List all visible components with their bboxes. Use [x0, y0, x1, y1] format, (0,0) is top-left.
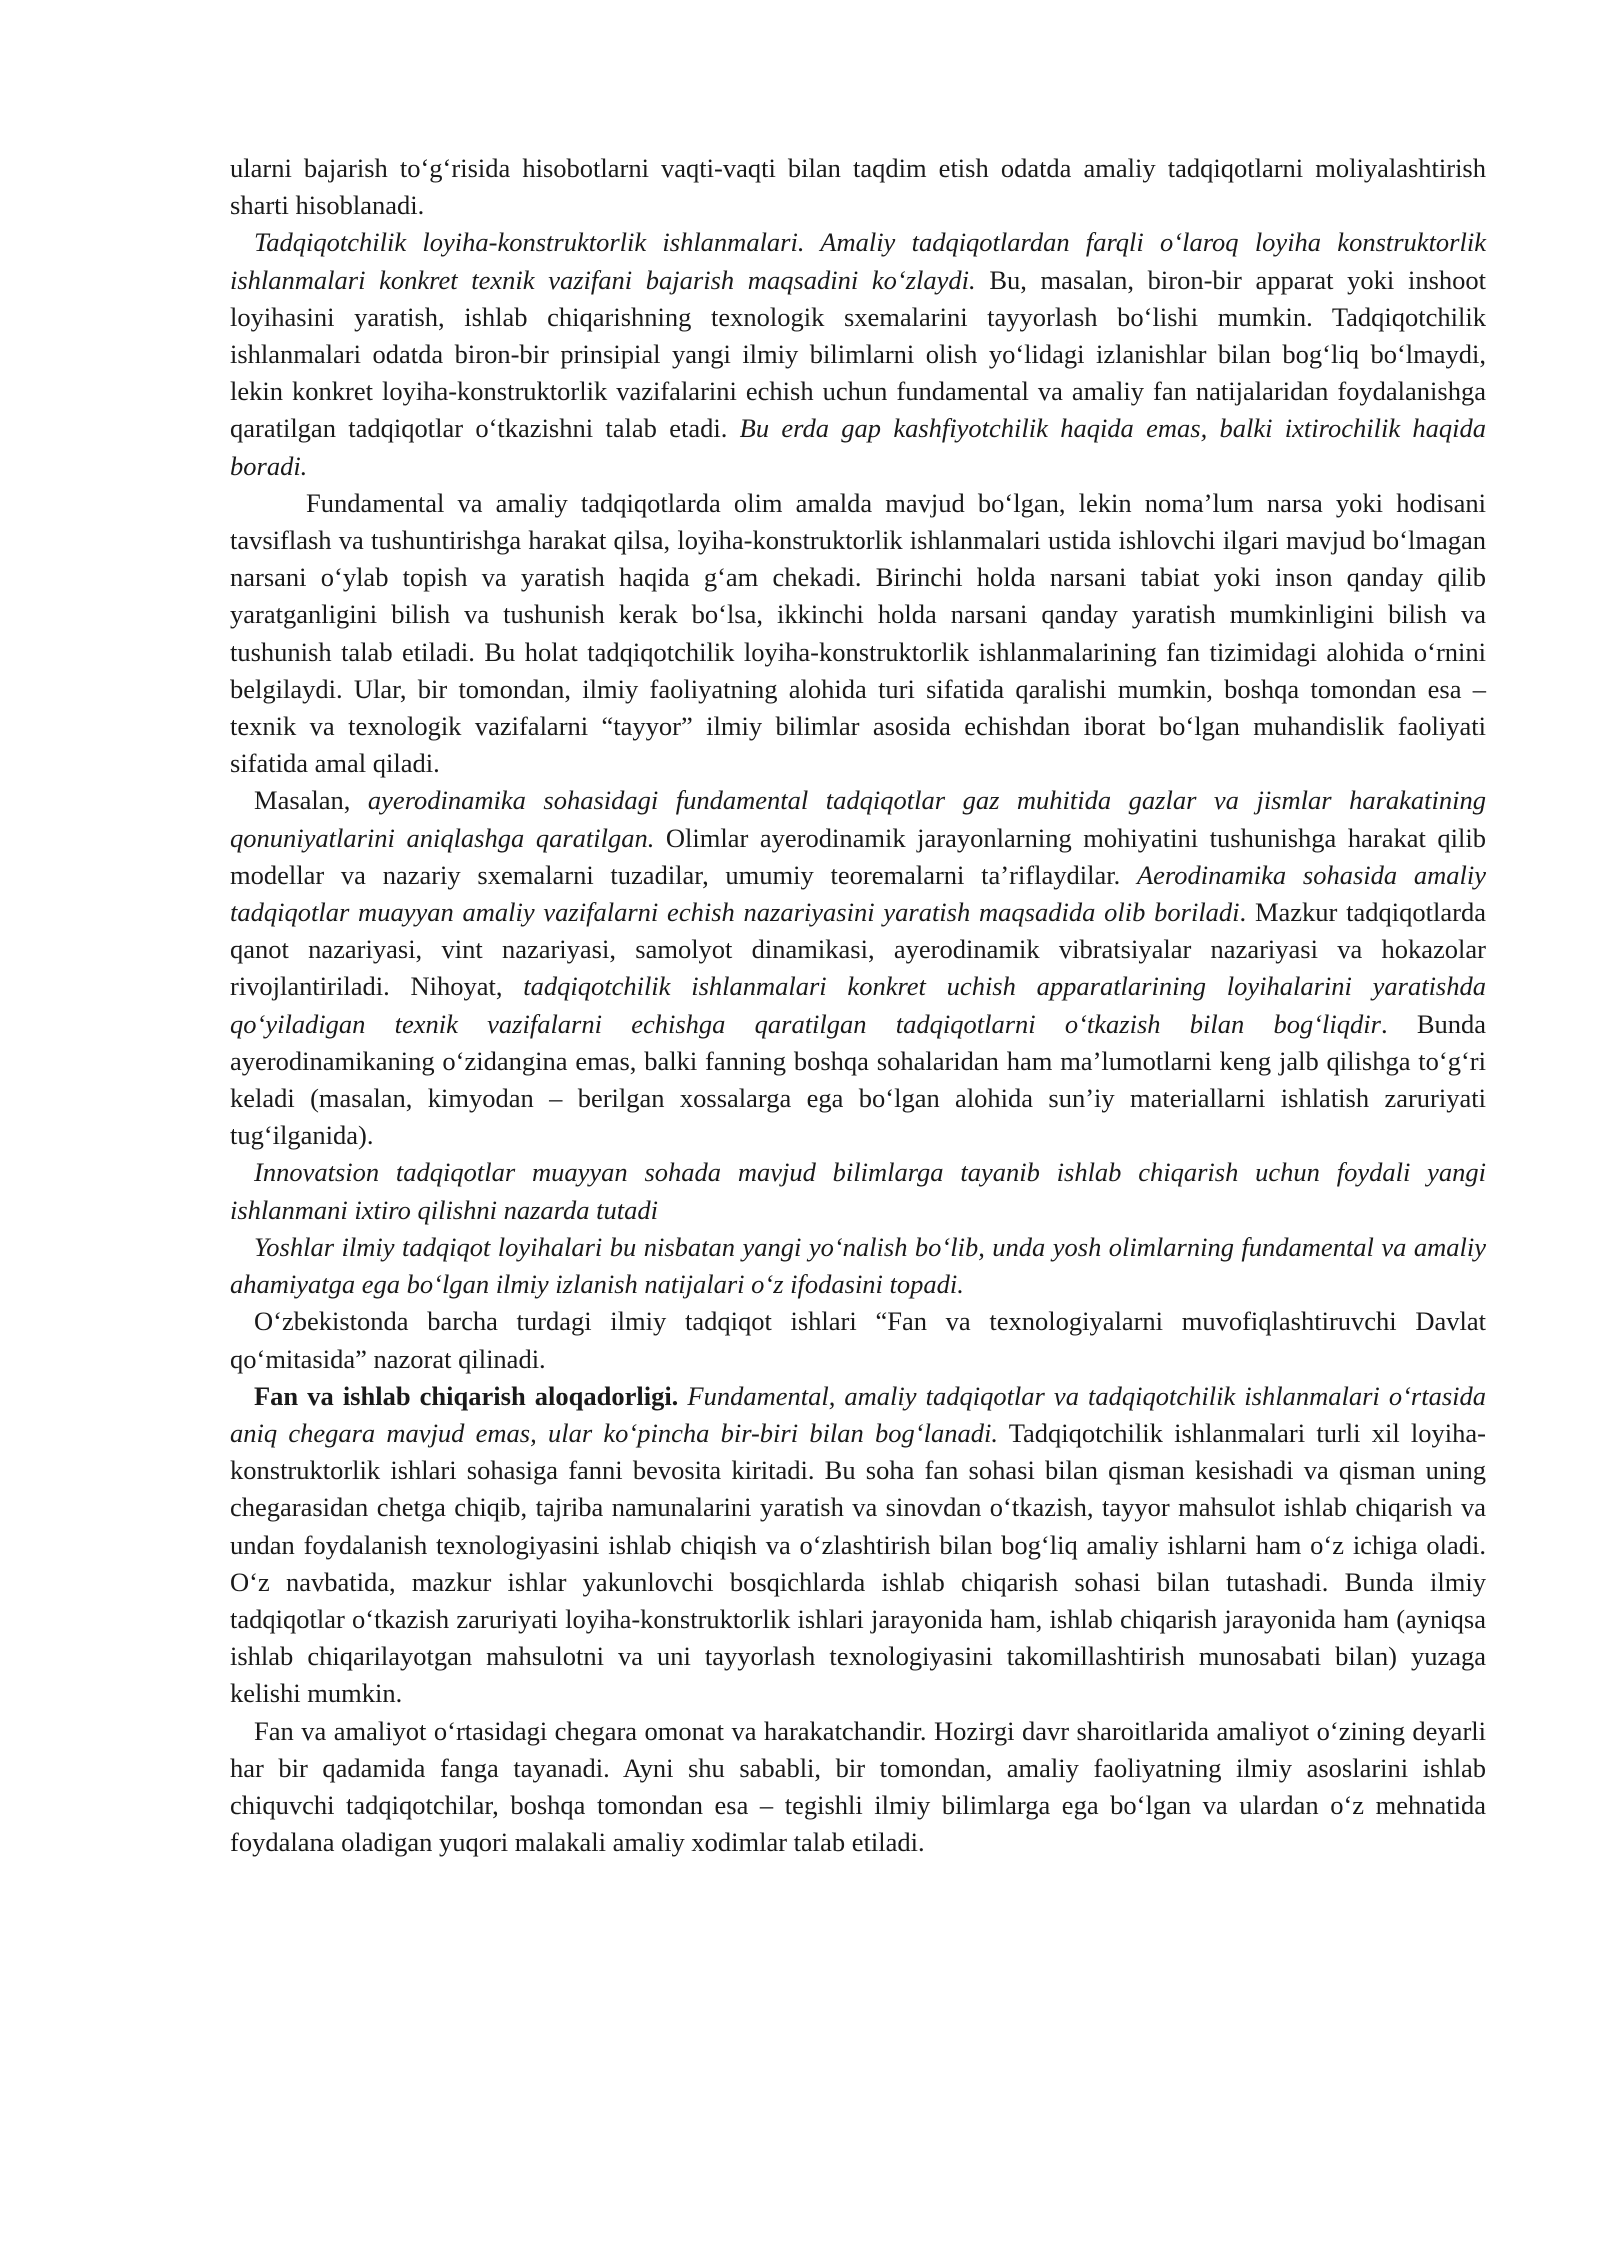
- paragraph-science-production: [230, 1378, 1486, 1713]
- paragraph-youth-projects: [230, 1229, 1486, 1303]
- section-heading-inline: Fan va ishlab chiqarish aloqadorligi.: [254, 1380, 679, 1411]
- paragraph-innovation-research: [230, 1154, 1486, 1228]
- text-run-italic: Bu erda gap kashfiyotchilik haqida emas, balki ixtirochilik haqida boradi.: [230, 413, 1487, 481]
- paragraph-fundamental-applied: [230, 485, 1486, 783]
- paragraph-aerodynamics-example: [230, 782, 1486, 1154]
- text-run-italic: Tadqiqotchilik loyiha-konstruktorlik ishlanmalari. Amaliy tadqiqotlardan farqli o‘laroq loyiha konstruktorlik ishlanmalari konkret texnik vazifani bajarish maqsadini ko‘zlaydi.: [230, 227, 1486, 295]
- text-run: Fan va amaliyot o‘rtasidagi chegara omonat va harakatchandir. Hozirgi davr sharoitlarida amaliyot o‘zining deyarli har bir qadamida fanga tayanadi. Ayni shu sababli, bir tomondan, amaliy faoliyatning ilmiy asoslarini ishlab chiquvchi tadqiqotchilar, boshqa tomondan esa – tegishli ilmiy bilimlarga ega bo‘lgan va ulardan o‘z mehnatida foydalana oladigan yuqori malakali amaliy xodimlar talab etiladi.: [230, 1715, 1486, 1858]
- text-run-italic: tadqiqotchilik ishlanmalari konkret uchish apparatlarining loyihalarini yaratishda qo‘yiladigan texnik vazifalarni echishga qaratilgan tadqiqotlarni o‘tkazish bilan bog‘liqdir: [230, 971, 1486, 1039]
- text-run: . Bunda ayerodinamikaning o‘zidangina emas, balki fanning boshqa sohalaridan ham ma’lumotlarni keng jalb qilishga to‘g‘ri keladi (masalan, kimyodan – berilgan xossalarga ega bo‘lgan alohida sun’iy materiallarni ishlatish zaruriyati tug‘ilganida).: [230, 1008, 1487, 1151]
- text-run: ularni bajarish to‘g‘risida hisobotlarni vaqti-vaqti bilan taqdim etish odatda amaliy tadqiqotlarni moliyalashtirish sharti hisoblanadi.: [230, 153, 1486, 221]
- text-run: Tadqiqotchilik ishlanmalari turli xil loyiha-konstruktorlik ishlari sohasiga fanni bevosita kiritadi. Bu soha fan sohasi bilan qisman kesishadi va qisman uning chegarasidan chetga chiqib, tajriba namunalarini yaratish va sinovdan o‘tkazish, tayyor mahsulot ishlab chiqarish va undan foydalanish texnologiyasini ishlab chiqish va o‘zlashtirish bilan bog‘liq amaliy ishlarni ham o‘z ichiga oladi. O‘z navbatida, mazkur ishlar yakunlovchi bosqichlarda ishlab chiqarish sohasi bilan tutashadi. Bunda ilmiy tadqiqotlar o‘tkazish zaruriyati loyiha-konstruktorlik ishlari jarayonida ham, ishlab chiqarish jarayonida ham (ayniqsa ishlab chiqarilayotgan mahsulotni va uni tayyorlash texnologiyasini takomillashtirish munosabati bilan) yuzaga kelishi mumkin.: [230, 1417, 1486, 1709]
- paragraph-science-practice: [230, 1713, 1486, 1862]
- text-run: O‘zbekistonda barcha turdagi ilmiy tadqiqot ishlari “Fan va texnologiyalarni muvofiqlashtiruvchi Davlat qo‘mitasida” nazorat qilinadi.: [230, 1306, 1486, 1374]
- text-run-italic: Innovatsion tadqiqotlar muayyan sohada mavjud bilimlarga tayanib ishlab chiqarish uchun foydali yangi ishlanmani ixtiro qilishni nazarda tutadi: [230, 1157, 1486, 1225]
- text-run: . Mazkur tadqiqotlarda qanot nazariyasi, vint nazariyasi, samolyot dinamikasi, ayerodinamik vibratsiyalar nazariyasi va hokazolar rivojlantiriladi. Nihoyat,: [230, 897, 1486, 1002]
- paragraph-uzbekistan-control: [230, 1303, 1486, 1377]
- text-run-italic: ayerodinamika sohasidagi fundamental tadqiqotlar gaz muhitida gazlar va jismlar harakatining qonuniyatlarini aniqlashga qaratilgan.: [230, 785, 1486, 853]
- paragraph-research-design: [230, 224, 1486, 484]
- text-run: Fundamental va amaliy tadqiqotlarda olim amalda mavjud bo‘lgan, lekin noma’lum narsa yoki hodisani tavsiflash va tushuntirishga harakat qilsa, loyiha-konstruktorlik ishlanmalari ustida ishlovchi ilgari mavjud bo‘lmagan narsani o‘ylab topish va yaratish haqida g‘am chekadi. Birinchi holda narsani tabiat yoki inson qanday qilib yaratganligini bilish va tushunish kerak bo‘lsa, ikkinchi holda narsani qanday yaratish mumkinligini bilish va tushunish talab etiladi. Bu holat tadqiqotchilik loyiha-konstruktorlik ishlanmalarining fan tizimidagi alohida o‘rnini belgilaydi. Ular, bir tomondan, ilmiy faoliyatning alohida turi sifatida qaralishi mumkin, boshqa tomondan esa – texnik va texnologik vazifalarni “tayyor” ilmiy bilimlar asosida echishdan iborat bo‘lgan muhandislik faoliyati sifatida amal qiladi.: [230, 487, 1486, 779]
- text-run-italic: Aerodinamika sohasida amaliy tadqiqotlar muayyan amaliy vazifalarni echish nazariyasini yaratish maqsadida olib boriladi: [230, 859, 1486, 928]
- text-run: Bu, masalan, biron-bir apparat yoki inshoot loyihasini yaratish, ishlab chiqarishning texnologik sxemalarini tayyorlash bo‘lishi mumkin. Tadqiqotchilik ishlanmalari odatda biron-bir prinsipial yangi ilmiy bilimlarni olish yo‘lidagi izlanishlar bilan bog‘liq bo‘lmaydi, lekin konkret loyiha-konstruktorlik vazifalarini echish uchun fundamental va amaliy fan natijalaridan foydalanishga qaratilgan tadqiqotlar o‘tkazishni talab etadi.: [230, 264, 1487, 444]
- document-page: [230, 150, 1486, 1861]
- text-run-italic: Yoshlar ilmiy tadqiqot loyihalari bu nisbatan yangi yo‘nalish bo‘lib, unda yosh olimlarning fundamental va amaliy ahamiyatga ega bo‘lgan ilmiy izlanish natijalari o‘z ifodasini topadi.: [230, 1231, 1486, 1300]
- text-run: Olimlar ayerodinamik jarayonlarning mohiyatini tushunishga harakat qilib modellar va nazariy sxemalarni tuzadilar, umumiy teoremalarni ta’riflaydilar.: [230, 822, 1486, 890]
- text-run: Masalan,: [254, 785, 368, 816]
- text-run-italic: Fundamental, amaliy tadqiqotlar va tadqiqotchilik ishlanmalari o‘rtasida aniq chegara mavjud emas, ular ko‘pincha bir-biri bilan bog‘lanadi.: [230, 1380, 1486, 1448]
- paragraph-continuation: [230, 150, 1486, 224]
